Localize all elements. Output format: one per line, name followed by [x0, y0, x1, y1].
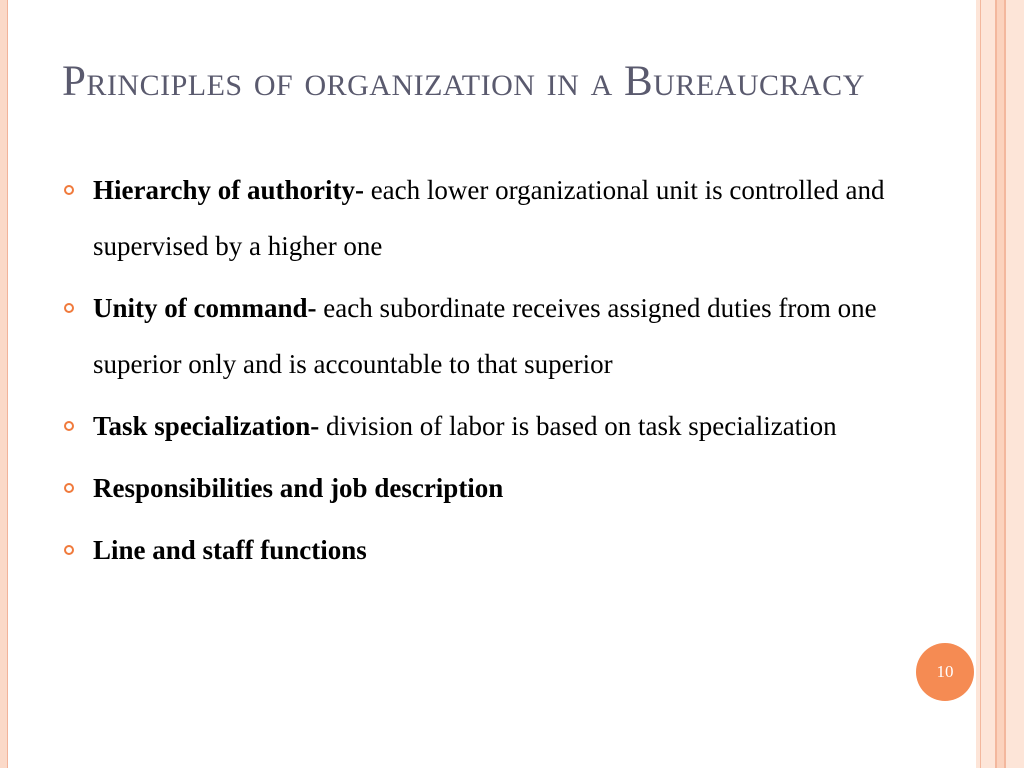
- list-item: [64, 460, 914, 516]
- bullet-term: Task specialization-: [93, 411, 320, 441]
- list-item: [64, 162, 914, 274]
- bullet-term: Responsibilities and job description: [93, 473, 504, 503]
- left-edge-stripe: [0, 0, 8, 768]
- bullet-term: Hierarchy of authority-: [93, 175, 364, 205]
- bullet-text: each subordinate receives assigned duties from one superior only and is accountable to that superior: [93, 293, 877, 379]
- slide-title: Principles of organization in a Bureaucracy: [62, 58, 865, 105]
- list-item: [64, 398, 914, 454]
- bullet-list: [64, 162, 914, 584]
- bullet-marker-icon: [64, 545, 74, 555]
- bullet-marker-icon: [64, 185, 74, 195]
- bullet-term: Line and staff functions: [93, 535, 367, 565]
- bullet-term: Unity of command-: [93, 293, 317, 323]
- bullet-marker-icon: [64, 421, 74, 431]
- list-item: [64, 280, 914, 392]
- page-number-badge: 10: [916, 643, 974, 701]
- bullet-marker-icon: [64, 483, 74, 493]
- bullet-marker-icon: [64, 303, 74, 313]
- bullet-text: division of labor is based on task specialization: [319, 411, 837, 441]
- list-item: [64, 522, 914, 578]
- decorative-side-stripes: [976, 0, 1024, 768]
- bullet-text: each lower organizational unit is controlled and supervised by a higher one: [93, 175, 885, 261]
